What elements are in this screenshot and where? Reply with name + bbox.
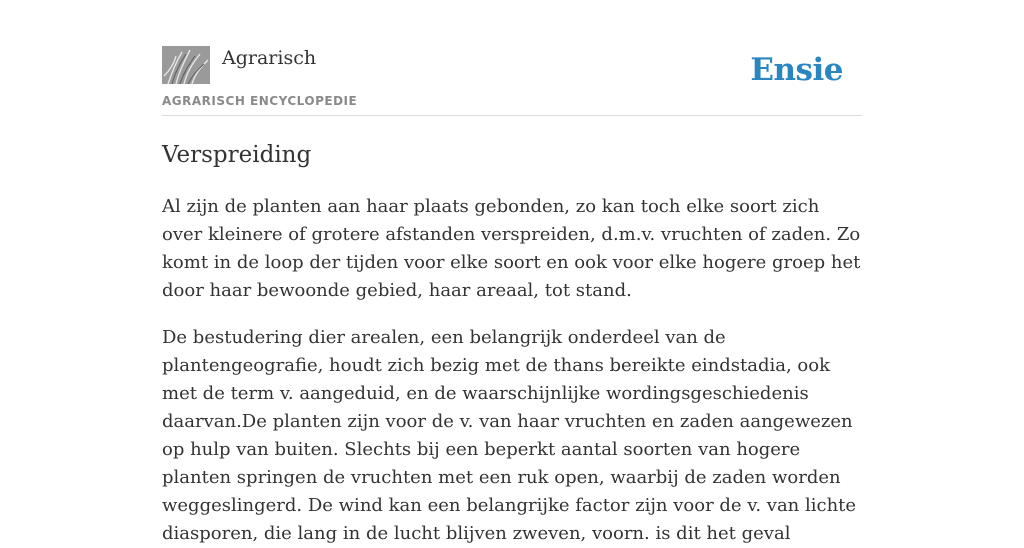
article-title: Verspreiding	[162, 142, 312, 168]
site-name[interactable]: Agrarisch	[222, 47, 317, 69]
article-paragraph-2: De bestudering dier arealen, een belangrijk onderdeel van de plantengeografie, houdt zich bezig met de thans bereikte eindstadia, ook met de term v. aangeduid, en de waarschijnlijke wordingsgeschiedenis daarvan.De planten zijn voor de v. van haar vruchten en zaden aangewezen op hulp van buiten. Slechts bij een beperkt aantal soorten van hogere planten springen de vruchten met een ruk open, waarbij de zaden worden weggeslingerd. De wind kan een belangrijke factor zijn voor de v. van lichte diasporen, die lang in de lucht blijven zweven, voorn. is dit het geval	[162, 327, 857, 544]
site-subtitle: AGRARISCH ENCYCLOPEDIE	[162, 94, 358, 108]
site-header	[162, 46, 862, 116]
content-container	[162, 46, 862, 548]
wheat-icon[interactable]	[162, 46, 210, 84]
article-paragraph-1: Al zijn de planten aan haar plaats gebonden, zo kan toch elke soort zich over kleinere of grotere afstanden verspreiden, d.m.v. vruchten of zaden. Zo komt in de loop der tijden voor elke soort en ook voor elke hogere groep het door haar bewoonde gebied, haar areaal, tot stand.	[162, 196, 861, 301]
brand-logo[interactable]: Ensie	[750, 52, 843, 88]
